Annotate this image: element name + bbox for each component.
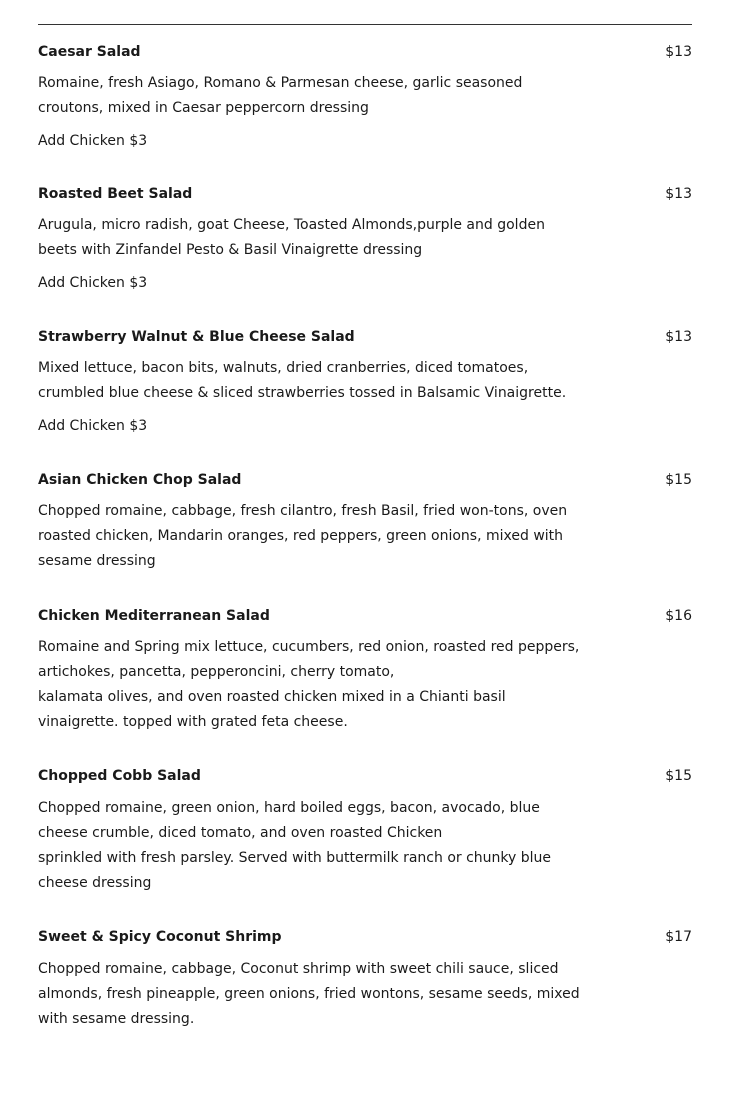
description-line: Chopped romaine, cabbage, fresh cilantro, fresh Basil, fried won-tons, oven: [38, 503, 568, 519]
item-price: $16: [665, 608, 692, 624]
description-line: with sesame dressing.: [38, 1011, 195, 1027]
menu-item: [38, 470, 692, 580]
description-line: Romaine and Spring mix lettuce, cucumbers, red onion, roasted red peppers,: [38, 639, 580, 655]
menu-item: [38, 606, 692, 736]
item-addon: Add Chicken $3: [38, 418, 148, 434]
item-name: Chopped Cobb Salad: [38, 768, 201, 784]
description-line: Chopped romaine, cabbage, Coconut shrimp with sweet chili sauce, sliced: [38, 961, 559, 977]
item-price: $17: [665, 929, 692, 945]
description-line: almonds, fresh pineapple, green onions, fried wontons, sesame seeds, mixed: [38, 986, 580, 1002]
item-description: [38, 356, 568, 406]
item-price: $13: [665, 329, 692, 345]
item-addon: Add Chicken $3: [38, 133, 148, 149]
menu-item: [38, 766, 692, 896]
item-name: Asian Chicken Chop Salad: [38, 472, 242, 488]
description-line: sprinkled with fresh parsley. Served with buttermilk ranch or chunky blue: [38, 850, 552, 866]
description-line: Mixed lettuce, bacon bits, walnuts, dried cranberries, diced tomatoes,: [38, 360, 529, 376]
description-line: beets with Zinfandel Pesto & Basil Vinaigrette dressing: [38, 242, 423, 258]
item-addon: Add Chicken $3: [38, 275, 148, 291]
menu-item: [38, 327, 692, 437]
description-line: vinaigrette. topped with grated feta cheese.: [38, 714, 348, 730]
item-name: Sweet & Spicy Coconut Shrimp: [38, 929, 282, 945]
item-price: $15: [665, 768, 692, 784]
description-line: croutons, mixed in Caesar peppercorn dressing: [38, 100, 369, 116]
description-line: crumbled blue cheese & sliced strawberries tossed in Balsamic Vinaigrette.: [38, 385, 567, 401]
item-price: $15: [665, 472, 692, 488]
description-line: kalamata olives, and oven roasted chicken mixed in a Chianti basil: [38, 689, 506, 705]
item-name: Caesar Salad: [38, 44, 141, 60]
menu-item: [38, 42, 692, 152]
salad-menu: [38, 24, 692, 1027]
menu-item: [38, 927, 692, 1037]
description-line: cheese crumble, diced tomato, and oven roasted Chicken: [38, 825, 443, 841]
top-divider: [38, 24, 692, 25]
item-name: Chicken Mediterranean Salad: [38, 608, 270, 624]
item-price: $13: [665, 44, 692, 60]
description-line: cheese dressing: [38, 875, 152, 891]
description-line: artichokes, pancetta, pepperoncini, cherry tomato,: [38, 664, 395, 680]
item-description: [38, 71, 568, 121]
item-description: [38, 796, 568, 896]
item-name: Strawberry Walnut & Blue Cheese Salad: [38, 329, 355, 345]
menu-item: [38, 184, 692, 294]
item-description: [38, 635, 580, 735]
description-line: Romaine, fresh Asiago, Romano & Parmesan cheese, garlic seasoned: [38, 75, 523, 91]
item-price: $13: [665, 186, 692, 202]
item-description: [38, 213, 568, 263]
description-line: roasted chicken, Mandarin oranges, red peppers, green onions, mixed with: [38, 528, 564, 544]
item-description: [38, 957, 580, 1032]
description-line: sesame dressing: [38, 553, 156, 569]
item-description: [38, 499, 568, 574]
description-line: Chopped romaine, green onion, hard boiled eggs, bacon, avocado, blue: [38, 800, 540, 816]
item-name: Roasted Beet Salad: [38, 186, 193, 202]
description-line: Arugula, micro radish, goat Cheese, Toasted Almonds,purple and golden: [38, 217, 545, 233]
